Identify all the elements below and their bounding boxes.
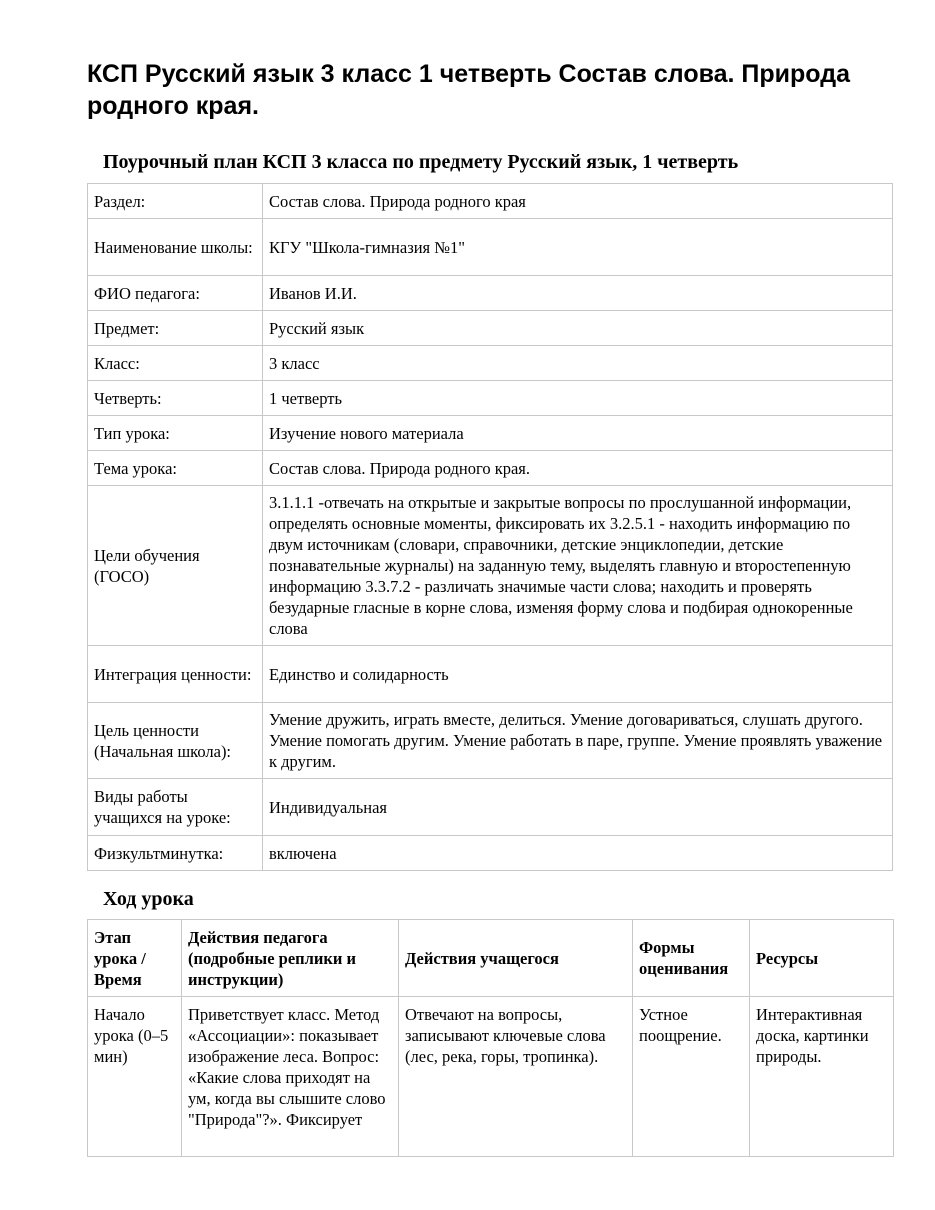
column-header-stage: Этап урока / Время	[88, 920, 182, 997]
table-row	[88, 311, 893, 346]
table-row	[88, 646, 893, 703]
info-value: Индивидуальная	[263, 779, 893, 836]
table-row	[88, 779, 893, 836]
info-value: КГУ "Школа-гимназия №1"	[263, 219, 893, 276]
info-label: ФИО педагога:	[88, 276, 263, 311]
info-value: Русский язык	[263, 311, 893, 346]
info-label: Цели обучения (ГОСО)	[88, 486, 263, 646]
lesson-course-table	[87, 919, 894, 1157]
table-row	[88, 416, 893, 451]
cell-resources: Интерактивная доска, картинки природы.	[750, 997, 894, 1157]
plan-heading: Поурочный план КСП 3 класса по предмету Русский язык, 1 четверть	[103, 151, 739, 173]
table-row	[88, 836, 893, 871]
info-label: Виды работы учащихся на уроке:	[88, 779, 263, 836]
table-row	[88, 997, 894, 1157]
info-label: Интеграция ценности:	[88, 646, 263, 703]
cell-assessment: Устное поощрение.	[633, 997, 750, 1157]
cell-student-actions: Отвечают на вопросы, записывают ключевые слова (лес, река, горы, тропинка).	[399, 997, 633, 1157]
cell-teacher-actions: Приветствует класс. Метод «Ассоциации»: показывает изображение леса. Вопрос: «Какие слова приходят на ум, когда вы слышите слово "Природа"?». Фиксирует	[182, 997, 399, 1157]
table-row	[88, 703, 893, 779]
course-heading: Ход урока	[103, 888, 194, 910]
info-label: Физкультминутка:	[88, 836, 263, 871]
lesson-info-table	[87, 183, 893, 871]
table-row	[88, 219, 893, 276]
info-value: Иванов И.И.	[263, 276, 893, 311]
info-label: Класс:	[88, 346, 263, 381]
column-header-resources: Ресурсы	[750, 920, 894, 997]
info-label: Предмет:	[88, 311, 263, 346]
info-value: 3.1.1.1 -отвечать на открытые и закрытые вопросы по прослушанной информации, определять основные моменты, фиксировать их 3.2.5.1 - находить информацию по двум источникам (словари, справочники, детские энциклопедии, детские познавательные журналы) на заданную тему, выделять главную и второстепенную информацию 3.3.7.2 - различать значимые части слова; находить и проверять безударные гласные в корне слова, изменяя форму слова и подбирая однокоренные слова	[263, 486, 893, 646]
info-label: Раздел:	[88, 184, 263, 219]
column-header-teacher-actions: Действия педагога (подробные реплики и инструкции)	[182, 920, 399, 997]
info-value: Состав слова. Природа родного края	[263, 184, 893, 219]
column-header-student-actions: Действия учащегося	[399, 920, 633, 997]
info-label: Тип урока:	[88, 416, 263, 451]
info-value: Единство и солидарность	[263, 646, 893, 703]
column-header-assessment: Формы оценивания	[633, 920, 750, 997]
table-row	[88, 451, 893, 486]
info-value: Состав слова. Природа родного края.	[263, 451, 893, 486]
table-row	[88, 381, 893, 416]
table-header-row	[88, 920, 894, 997]
table-row	[88, 346, 893, 381]
document-page	[87, 58, 893, 1157]
info-value: включена	[263, 836, 893, 871]
info-label: Цель ценности (Начальная школа):	[88, 703, 263, 779]
info-value: 3 класс	[263, 346, 893, 381]
info-label: Четверть:	[88, 381, 263, 416]
info-value: Умение дружить, играть вместе, делиться. Умение договариваться, слушать другого. Умение помогать другим. Умение работать в паре, группе. Умение проявлять уважение к другим.	[263, 703, 893, 779]
table-row	[88, 184, 893, 219]
table-row	[88, 486, 893, 646]
table-row	[88, 276, 893, 311]
info-label: Тема урока:	[88, 451, 263, 486]
info-value: 1 четверть	[263, 381, 893, 416]
cell-stage: Начало урока (0–5 мин)	[88, 997, 182, 1157]
info-label: Наименование школы:	[88, 219, 263, 276]
info-value: Изучение нового материала	[263, 416, 893, 451]
document-title: КСП Русский язык 3 класс 1 четверть Состав слова. Природа родного края.	[87, 60, 851, 120]
